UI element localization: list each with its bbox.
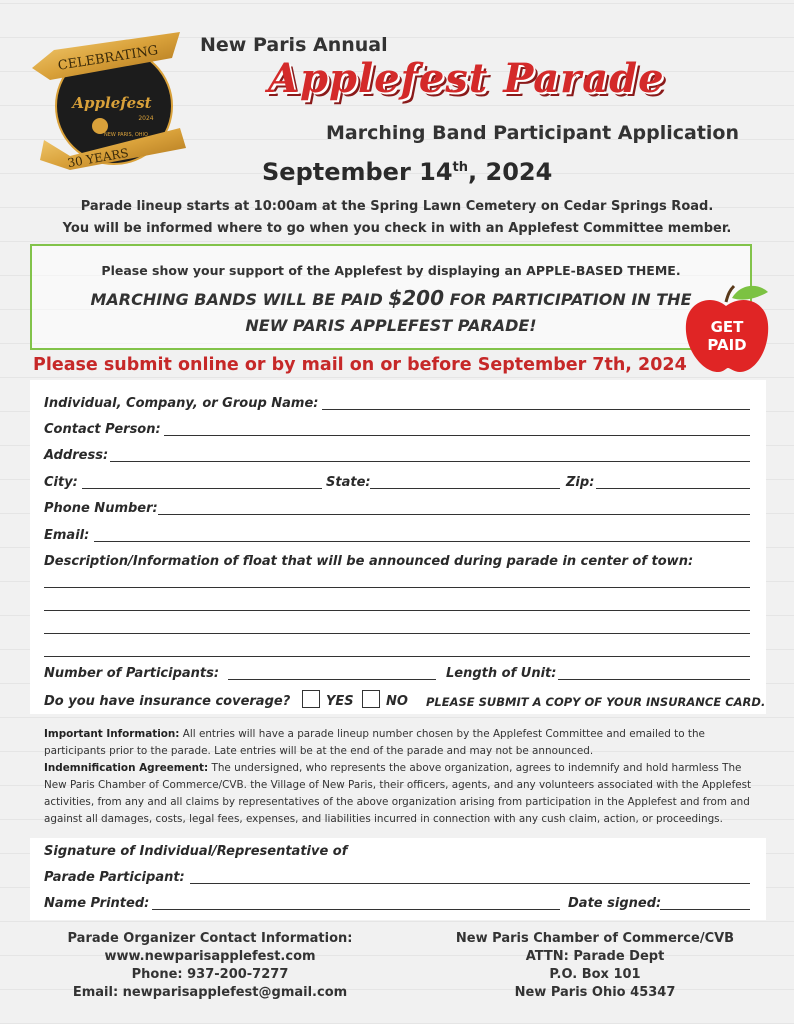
- mailing-organization: New Paris Chamber of Commerce/CVB: [455, 931, 735, 946]
- signature-field[interactable]: [190, 883, 750, 884]
- info-block: [44, 726, 764, 828]
- zip-label: Zip:: [566, 475, 595, 490]
- insurance-yes-checkbox[interactable]: [302, 690, 320, 708]
- state-field[interactable]: [370, 488, 560, 489]
- support-line-2-before: MARCHING BANDS WILL BE PAID: [90, 290, 389, 309]
- important-information-text: All entries will have a parade lineup number chosen by the Applefest Committee and emailed to the participants prior to the parade. Late entries will be at the end of the parade and may not be announced.: [44, 728, 705, 757]
- organizer-phone: Phone: 937-200-7277: [131, 967, 289, 982]
- insurance-yes-label: YES: [326, 694, 354, 709]
- participants-field[interactable]: [228, 679, 436, 680]
- phone-field[interactable]: [158, 514, 750, 515]
- event-date-suffix: th: [452, 160, 469, 175]
- signature-label-1: Signature of Individual/Representative of: [44, 844, 348, 859]
- group-name-field[interactable]: [322, 409, 750, 410]
- badge-line-2: PAID: [707, 336, 747, 354]
- support-line-2: [30, 286, 752, 310]
- contact-person-field[interactable]: [164, 435, 750, 436]
- application-form: [30, 380, 766, 714]
- contact-person-label: Contact Person:: [44, 422, 161, 437]
- organizer-contact-title: Parade Organizer Contact Information:: [67, 931, 353, 946]
- address-field[interactable]: [110, 461, 750, 462]
- mailing-city: New Paris Ohio 45347: [514, 985, 676, 1000]
- apple-get-paid-icon: [682, 280, 772, 376]
- important-information-title: Important Information:: [44, 728, 180, 740]
- logo-year-text: 2024: [138, 115, 154, 122]
- logo-bottom-ribbon-text: 30 YEARS: [66, 145, 130, 171]
- phone-label: Phone Number:: [44, 501, 158, 516]
- insurance-no-label: NO: [386, 694, 408, 709]
- participants-label: Number of Participants:: [44, 666, 220, 681]
- organizer-email[interactable]: Email: newparisapplefest@gmail.com: [72, 985, 348, 1000]
- date-signed-label: Date signed:: [568, 896, 662, 911]
- name-printed-field[interactable]: [152, 909, 560, 910]
- organizer-contact: [30, 930, 390, 1002]
- logo-top-ribbon-text: CELEBRATING: [56, 43, 160, 74]
- event-date-day: September 14: [262, 158, 453, 186]
- float-description-line-4[interactable]: [44, 656, 750, 657]
- insurance-card-note: PLEASE SUBMIT A COPY OF YOUR INSURANCE CARD.: [426, 695, 766, 709]
- application-subtitle: Marching Band Participant Application: [326, 122, 739, 144]
- indemnification-title: Indemnification Agreement:: [44, 762, 209, 774]
- insurance-no-checkbox[interactable]: [362, 690, 380, 708]
- support-line-3: NEW PARIS APPLEFEST PARADE!: [245, 316, 537, 335]
- event-date: [262, 158, 552, 186]
- mailing-po-box: P.O. Box 101: [549, 967, 641, 982]
- support-line-2-after: FOR PARTICIPATION IN THE: [444, 290, 692, 309]
- name-printed-label: Name Printed:: [44, 896, 150, 911]
- email-label: Email:: [44, 528, 90, 543]
- payment-amount: $200: [388, 286, 445, 310]
- logo-script-text: Applefest: [72, 94, 152, 112]
- event-title: Applefest Parade: [268, 55, 665, 102]
- insurance-question-label: Do you have insurance coverage?: [44, 694, 291, 709]
- badge-line-1: GET: [710, 318, 744, 336]
- signature-label-2: Parade Participant:: [44, 870, 185, 885]
- lineup-line-1: Parade lineup starts at 10:00am at the Spring Lawn Cemetery on Cedar Springs Road.: [80, 199, 714, 214]
- city-field[interactable]: [82, 488, 322, 489]
- submission-deadline: Please submit online or by mail on or before September 7th, 2024: [33, 355, 687, 375]
- indemnification-agreement: [44, 760, 764, 828]
- date-signed-field[interactable]: [660, 909, 750, 910]
- group-name-label: Individual, Company, or Group Name:: [44, 396, 319, 411]
- signature-section: [30, 838, 766, 920]
- unit-length-label: Length of Unit:: [446, 666, 557, 681]
- float-description-line-3[interactable]: [44, 633, 750, 634]
- logo-place-text: NEW PARIS, OHIO: [104, 132, 148, 138]
- applefest-logo: [30, 28, 190, 173]
- float-description-label: Description/Information of float that will be announced during parade in center of town:: [44, 554, 694, 569]
- state-label: State:: [326, 475, 371, 490]
- city-label: City:: [44, 475, 78, 490]
- zip-field[interactable]: [596, 488, 750, 489]
- support-line-1: Please show your support of the Applefest by displaying an APPLE-BASED THEME.: [101, 263, 681, 278]
- mailing-address: [400, 930, 790, 1002]
- unit-length-field[interactable]: [558, 679, 750, 680]
- lineup-line-2: You will be informed where to go when you check in with an Applefest Committee member.: [62, 221, 732, 236]
- event-date-year: , 2024: [468, 158, 553, 186]
- address-label: Address:: [44, 448, 109, 463]
- organizer-website[interactable]: www.newparisapplefest.com: [104, 949, 316, 964]
- important-information: [44, 726, 764, 760]
- mailing-attn: ATTN: Parade Dept: [525, 949, 665, 964]
- indemnification-text: The undersigned, who represents the above organization, agrees to indemnify and hold harmless The New Paris Chamber of Commerce/CVB. the Village of New Paris, their officers, agents, and any volunteers associated with the Applefest activities, from any and all claims by representatives of the above organization arising from participation in the Applefest and from and against all damages, costs, legal fees, expenses, and liabilities incurred in connection with any cush claim, action, or proceedings.: [44, 762, 752, 825]
- float-description-line-2[interactable]: [44, 610, 750, 611]
- email-field[interactable]: [94, 541, 750, 542]
- organization-title: New Paris Annual: [200, 34, 388, 56]
- float-description-line-1[interactable]: [44, 587, 750, 588]
